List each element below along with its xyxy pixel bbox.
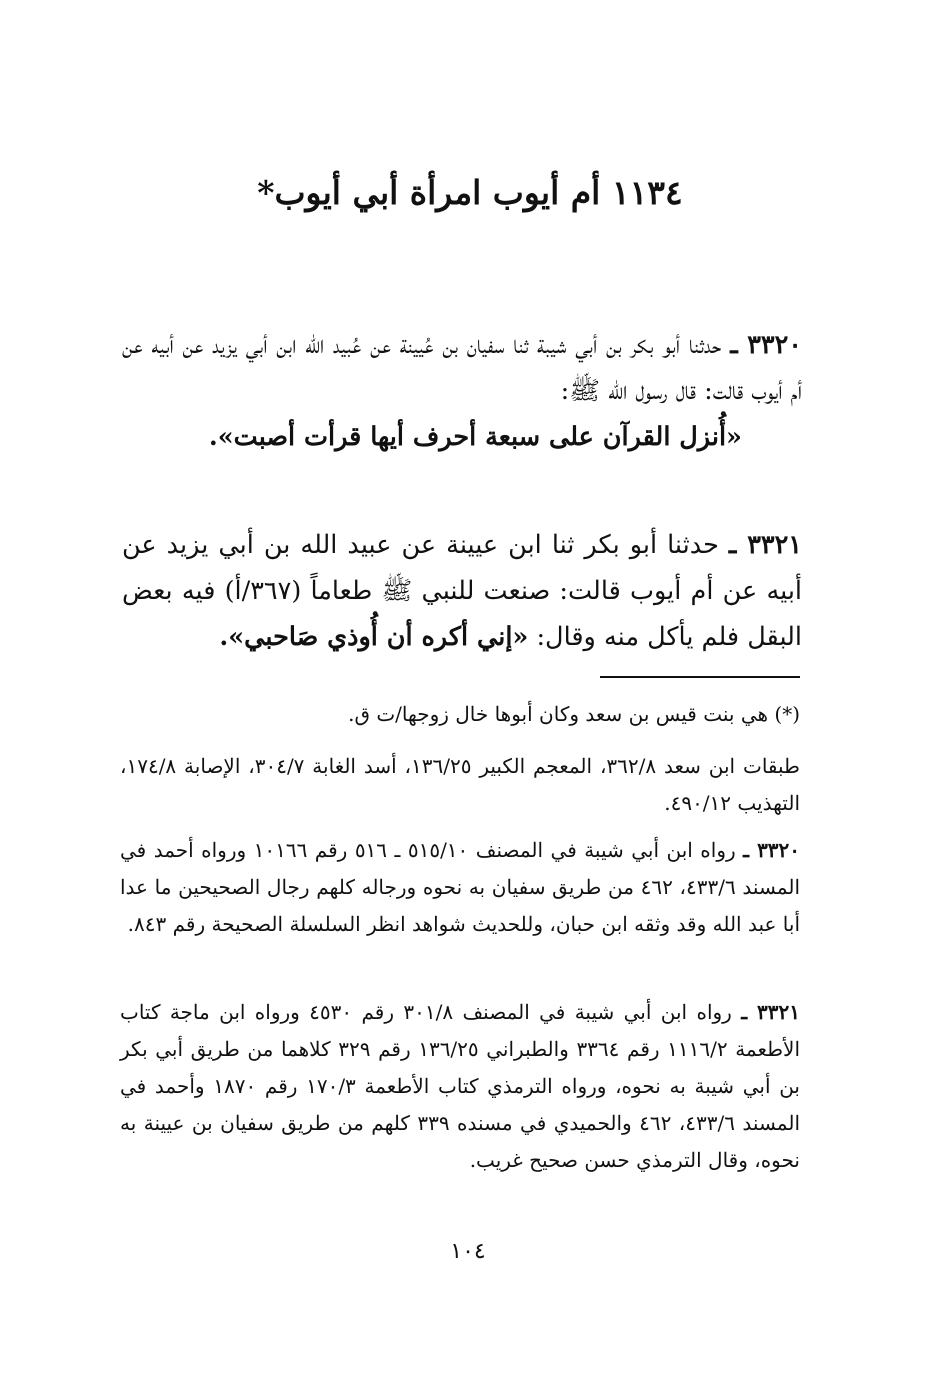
footnote-star: (*) هي بنت قيس بن سعد وكان أبوها خال زوجها/ت ق. bbox=[348, 702, 800, 726]
hadith-number: ٣٣٢٠ ـ bbox=[730, 330, 802, 360]
footnote-separator bbox=[600, 676, 800, 678]
hadith-matn: «إني أكره أن أُوذي صَاحبي». bbox=[219, 622, 529, 652]
footnote-3321 bbox=[120, 994, 800, 1179]
chapter-title: ١١٣٤ أم أيوب امرأة أبي أيوب* bbox=[257, 173, 683, 212]
footnote-text: رواه ابن أبي شيبة في المصنف ٣٠١/٨ رقم ٤٥٣٠ ورواه ابن ماجة كتاب الأطعمة ١١١٦/٢ رقم ٣٣٦٤ والطبراني ١٣٦/٢٥ رقم ٣٢٩ كلاهما من طريق أبي بكر بن أبي شيبة به نحوه، ورواه الترمذي كتاب الأطعمة ١٧٠/٣ رقم ١٨٧٠ وأحمد في المسند ٤٣٣/٦، ٤٦٢ والحميدي في مسنده ٣٣٩ كلهم من طريق سفيان بن عيينة به نحوه، وقال الترمذي حسن صحيح غريب. bbox=[120, 1000, 801, 1172]
hadith-isnad: حدثنا أبو بكر بن أبي شيبة ثنا سفيان بن عُيينة عن عُبيد الله ابن أبي يزيد عن أبيه عن أم أيوب قالت: قال رسول الله ﷺ: bbox=[122, 330, 802, 406]
hadith-3321 bbox=[122, 522, 802, 660]
hadith-text: حدثنا أبو بكر ثنا ابن عيينة عن عبيد الله بن أبي يزيد عن أبيه عن أم أيوب قالت: صنعت للنبي ﷺ طعاماً (٣٦٧/أ) فيه بعض البقل فلم يأكل منه وقال: bbox=[122, 530, 803, 652]
footnote-text: رواه ابن أبي شيبة في المصنف ٥١٥/١٠ ـ ٥١٦ رقم ١٠١٦٦ ورواه أحمد في المسند ٤٣٣/٦، ٤٦٢ من طريق سفيان به نحوه ورجاله كلهم رجال الصحيحين ما عدا أبا عبد الله وقد وثقه ابن حبان، وللحديث شواهد انظر السلسلة الصحيحة رقم ٨٤٣. bbox=[120, 838, 800, 936]
hadith-matn: «أُنزل القرآن على سبعة أحرف أيها قرأت أصبت». bbox=[208, 422, 742, 452]
footnote-number: ٣٣٢١ ـ bbox=[741, 1000, 800, 1024]
footnote-sources: طبقات ابن سعد ٣٦٢/٨، المعجم الكبير ١٣٦/٢٥، أسد الغابة ٣٠٤/٧، الإصابة ١٧٤/٨، التهذيب ٤٩٠/١٢. bbox=[120, 754, 800, 815]
footnote-number: ٣٣٢٠ ـ bbox=[743, 838, 801, 862]
page-number: ١٠٤ bbox=[450, 1239, 486, 1264]
hadith-3320 bbox=[122, 322, 802, 460]
footnote-3320 bbox=[120, 832, 800, 943]
hadith-number: ٣٣٢١ ـ bbox=[728, 530, 802, 560]
